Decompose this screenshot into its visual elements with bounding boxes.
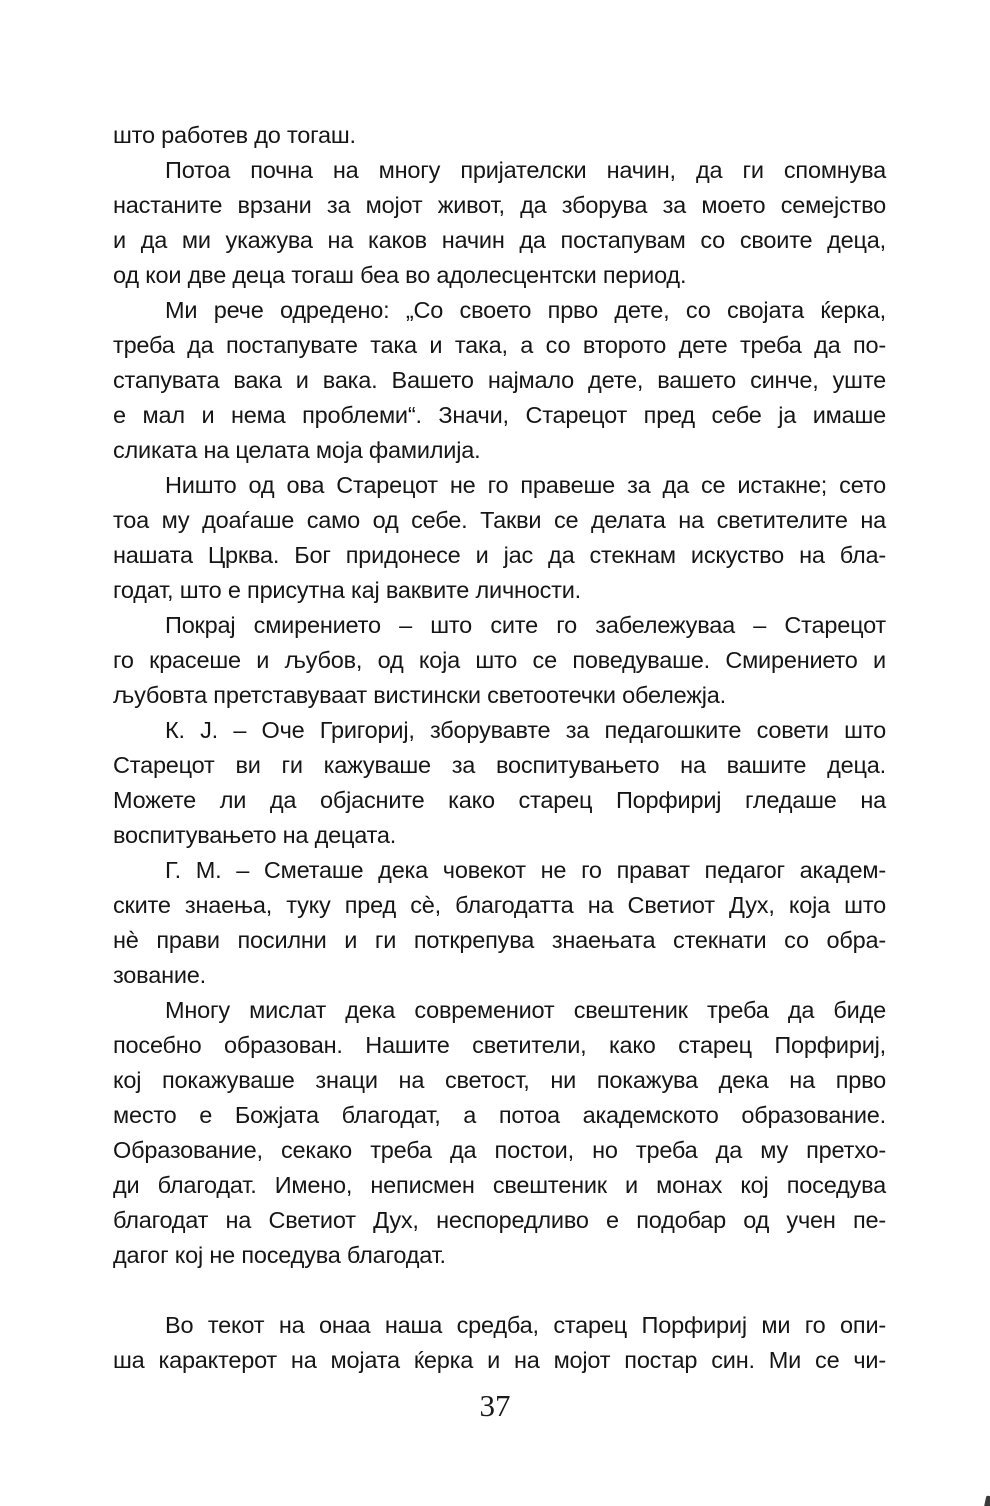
text-line: стапувата вака и вака. Вашето најмало дете, вашето синче, уште — [113, 367, 886, 393]
text-line: Многу мислат дека современиот свештеник треба да биде — [165, 997, 886, 1023]
text-line: Покрај смирението – што сите го забележуваа – Старецот — [165, 612, 886, 638]
text-line: место е Божјата благодат, а потоа академското образование. — [113, 1102, 886, 1128]
text-line: од кои две деца тогаш беа во адолесцентски период. — [113, 262, 687, 288]
text-line: Можете ли да објасните како старец Порфириј гледаше на — [113, 787, 886, 813]
text-line: настаните врзани за мојот живот, да зборува за моето семејство — [113, 192, 886, 218]
text-line: сликата на целата моја фамилија. — [113, 437, 481, 463]
text-line: ди благодат. Имено, неписмен свештеник и монах кој поседува — [113, 1172, 886, 1198]
text-line: Г. М. – Сметаше дека човекот не го прават педагог академ- — [165, 857, 886, 883]
text-line: Ништо од ова Старецот не го правеше за да се истакне; сето — [165, 472, 886, 498]
text-line: кој покажуваше знаци на светост, ни покажува дека на прво — [113, 1067, 886, 1093]
text-line: годат, што е присутна кај ваквите личности. — [113, 577, 581, 603]
text-line: зование. — [113, 962, 206, 988]
text-line: го красеше и љубов, од која што се поведуваше. Смирението и — [113, 647, 886, 673]
text-line: е мал и нема проблеми“. Значи, Старецот пред себе ја имаше — [113, 402, 886, 428]
text-line: ша карактерот на мојата ќерка и на мојот постар син. Ми се чи- — [113, 1347, 886, 1373]
text-line: нѐ прави посилни и ги поткрепува знаењата стекнати со обра- — [113, 927, 886, 953]
page-number: 37 — [479, 1388, 511, 1423]
text-line: благодат на Светиот Дух, неспоредливо е подобар од учен пе- — [113, 1207, 886, 1233]
text-line: посебно образован. Нашите светители, како старец Порфириј, — [113, 1032, 886, 1058]
text-line: Во текот на онаа наша средба, старец Порфириј ми го опи- — [165, 1312, 886, 1338]
text-line: К. Ј. – Оче Григориј, зборувавте за педагошките совети што — [165, 717, 886, 743]
body-text — [113, 118, 886, 1378]
text-line: Потоа почна на многу пријателски начин, да ги спомнува — [165, 157, 886, 183]
text-line: дагог кој не поседува благодат. — [113, 1242, 446, 1268]
text-line: љубовта претставуваат вистински светоотечки обележја. — [113, 682, 726, 708]
text-line: нашата Црква. Бог придонесе и јас да стекнам искуство на бла- — [113, 542, 886, 568]
text-line: ските знаења, туку пред сѐ, благодатта на Светиот Дух, која што — [113, 892, 886, 918]
text-line: треба да постапувате така и така, а со второто дете треба да по- — [113, 332, 886, 358]
scan-artifact — [984, 1495, 990, 1506]
text-line: и да ми укажува на каков начин да постапувам со своите деца, — [113, 227, 886, 253]
text-line: Ми рече одредено: „Со своето прво дете, со својата ќерка, — [165, 297, 886, 323]
text-line: што работев до тогаш. — [113, 122, 356, 148]
text-line: воспитувањето на децата. — [113, 822, 397, 848]
text-line: Старецот ви ги кажуваше за воспитувањето на вашите деца. — [113, 752, 886, 778]
text-line: Образование, секако треба да постои, но треба да му претхо- — [113, 1137, 886, 1163]
blank-line — [113, 1273, 886, 1308]
text-line: тоа му доаѓаше само од себе. Такви се делата на светителите на — [113, 507, 886, 533]
